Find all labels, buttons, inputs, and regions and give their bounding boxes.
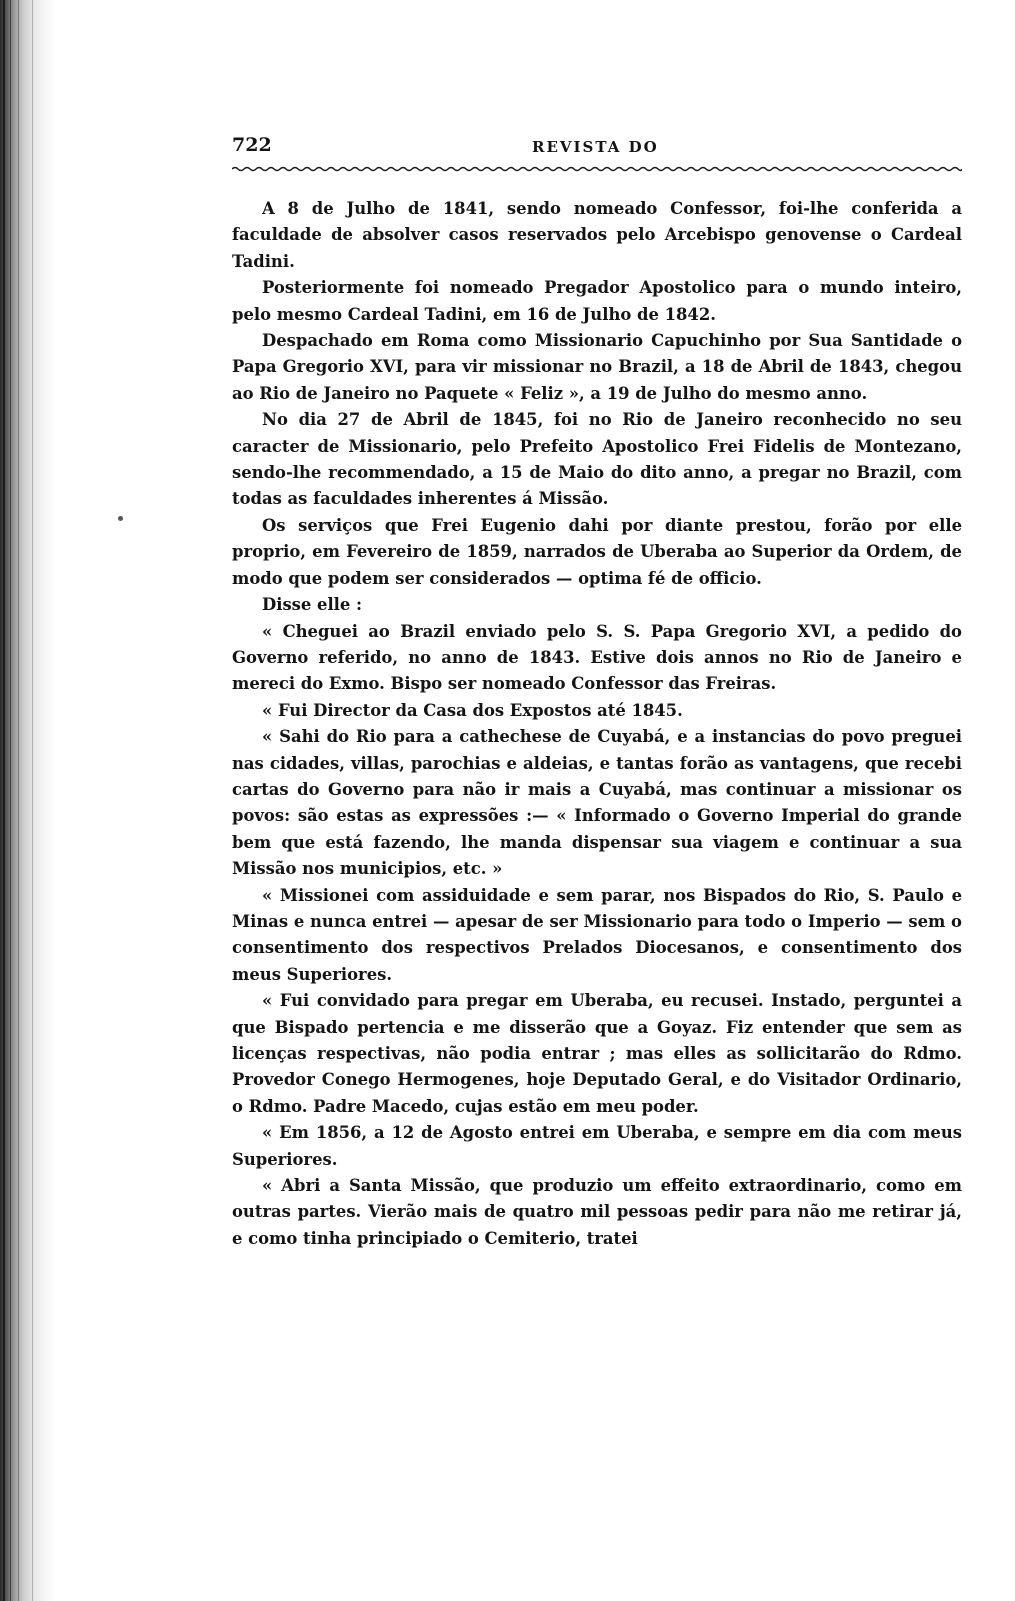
quote-paragraph: « Abri a Santa Missão, que produzio um effeito extraordinario, como em outras partes. Vierão mais de quatro mil pessoas pedir para não me retirar já, e como tinha principiado o Cemiterio, tratei	[232, 1176, 962, 1248]
body-text	[232, 196, 962, 1252]
quote-paragraph: « Em 1856, a 12 de Agosto entrei em Uberaba, e sempre em dia com meus Superiores.	[232, 1123, 962, 1169]
page-header	[232, 128, 962, 170]
book-page	[232, 128, 962, 1252]
quote-paragraph: « Fui convidado para pregar em Uberaba, eu recusei. Instado, perguntei a que Bispado pertencia e me disserão que a Goyaz. Fiz entender que sem as licenças respectivas, não podia entrar ; mas elles as sollicitarão do Rdmo. Provedor Conego Hermogenes, hoje Deputado Geral, e do Visitador Ordinario, o Rdmo. Padre Macedo, cujas estão em meu poder.	[232, 991, 962, 1116]
book-spine-edge	[0, 0, 58, 1601]
paragraph: Os serviços que Frei Eugenio dahi por diante prestou, forão por elle proprio, em Fevereiro de 1859, narrados de Uberaba ao Superior da Ordem, de modo que podem ser considerados — optima fé de officio.	[232, 515, 962, 588]
paragraph: Despachado em Roma como Missionario Capuchinho por Sua Santidade o Papa Gregorio XVI, para vir missionar no Brazil, a 18 de Abril de 1843, chegou ao Rio de Janeiro no Paquete « Feliz », a 19 de Julho do mesmo anno.	[232, 331, 962, 403]
running-head: REVISTA DO	[532, 138, 659, 156]
margin-speck	[118, 516, 123, 521]
page-number: 722	[232, 134, 272, 156]
paragraph: Posteriormente foi nomeado Pregador Apostolico para o mundo inteiro, pelo mesmo Cardeal Tadini, em 16 de Julho de 1842.	[232, 278, 962, 324]
paragraph: A 8 de Julho de 1841, sendo nomeado Confessor, foi-lhe conferida a faculdade de absolver casos reservados pelo Arcebispo genovense o Cardeal Tadini.	[232, 199, 962, 271]
header-rule	[232, 166, 962, 172]
quote-paragraph: « Missionei com assiduidade e sem parar, nos Bispados do Rio, S. Paulo e Minas e nunca entrei — apesar de ser Missionario para todo o Imperio — sem o consentimento dos respectivos Prelados Diocesanos, e consentimento dos meus Superiores.	[232, 885, 962, 984]
paragraph: Disse elle :	[262, 595, 363, 615]
quote-paragraph: « Sahi do Rio para a cathechese de Cuyabá, e a instancias do povo preguei nas cidades, villas, parochias e aldeias, e tantas forão as vantagens, que recebi cartas do Governo para não ir mais a Cuyabá, mas continuar a missionar os povos: são estas as expressões :— « Informado o Governo Imperial do grande bem que está fazendo, lhe manda dispensar sua viagem e continuar a sua Missão nos municipios, etc. »	[232, 727, 962, 879]
quote-paragraph: « Cheguei ao Brazil enviado pelo S. S. Papa Gregorio XVI, a pedido do Governo referido, no anno de 1843. Estive dois annos no Rio de Janeiro e mereci do Exmo. Bispo ser nomeado Confessor das Freiras.	[232, 621, 962, 694]
quote-paragraph: « Fui Director da Casa dos Expostos até 1845.	[262, 700, 683, 720]
paragraph: No dia 27 de Abril de 1845, foi no Rio de Janeiro reconhecido no seu caracter de Missionario, pelo Prefeito Apostolico Frei Fidelis de Montezano, sendo-lhe recommendado, a 15 de Maio do dito anno, a pregar no Brazil, com todas as faculdades inherentes á Missão.	[232, 410, 962, 509]
